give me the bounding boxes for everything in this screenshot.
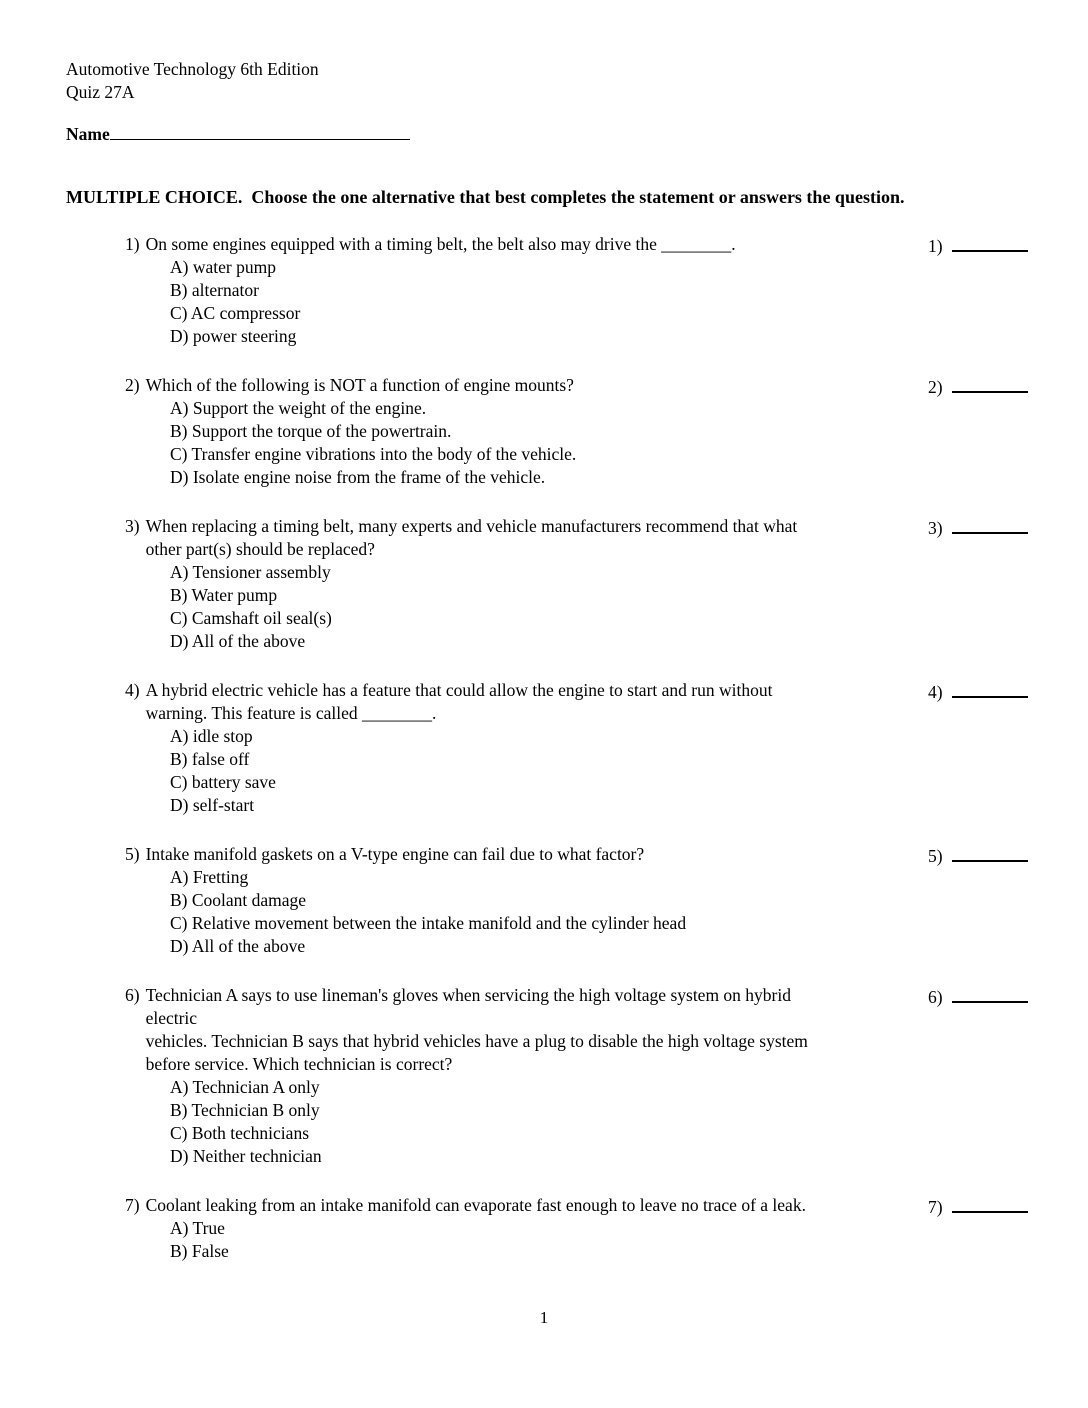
answer-area — [928, 515, 1028, 540]
question-option: A) Technician A only — [170, 1077, 320, 1097]
question-option: D) power steering — [170, 326, 297, 346]
question-stem — [125, 515, 928, 561]
question-option: B) alternator — [170, 280, 259, 300]
question-options — [170, 725, 928, 817]
question-stem — [125, 1194, 928, 1217]
question-stem-line: Coolant leaking from an intake manifold can evaporate fast enough to leave no trace of a leak. — [145, 1195, 806, 1215]
name-label: Name — [66, 124, 110, 144]
question-stem-line: When replacing a timing belt, many experts and vehicle manufacturers recommend that what — [145, 516, 798, 536]
question-stem-line: Technician A says to use lineman's gloves when servicing the high voltage system on hybrid — [145, 985, 792, 1005]
question-option: C) battery save — [170, 772, 276, 792]
question-stem-lines — [146, 679, 928, 725]
question-main — [125, 679, 928, 817]
question-option: C) AC compressor — [170, 303, 301, 323]
question-stem-line: vehicles. Technician B says that hybrid vehicles have a plug to disable the high voltage system — [145, 1031, 808, 1051]
answer-number: 1) — [928, 236, 943, 256]
question-number: 4) — [125, 680, 140, 700]
question-option: D) All of the above — [170, 936, 306, 956]
question-option: C) Both technicians — [170, 1123, 310, 1143]
question-stem — [125, 984, 928, 1076]
question-stem-lines — [146, 515, 928, 561]
answer-area — [928, 984, 1028, 1009]
question-number: 2) — [125, 375, 140, 395]
question-options — [170, 1076, 928, 1168]
answer-area — [928, 374, 1028, 399]
question-option: B) Coolant damage — [170, 890, 307, 910]
question — [125, 679, 1028, 817]
answer-blank-line — [952, 1194, 1028, 1213]
question-option: A) True — [170, 1218, 225, 1238]
question-option: C) Camshaft oil seal(s) — [170, 608, 332, 628]
question — [125, 1194, 1028, 1263]
question — [125, 233, 1028, 348]
answer-blank-line — [952, 984, 1028, 1003]
answer-blank-line — [952, 233, 1028, 252]
question-stem-line: Which of the following is NOT a function of engine mounts? — [145, 375, 574, 395]
question-number: 7) — [125, 1195, 140, 1215]
question-option: A) water pump — [170, 257, 276, 277]
question-stem-line: electric — [145, 1008, 198, 1028]
question — [125, 515, 1028, 653]
question-option: A) Fretting — [170, 867, 249, 887]
question-main — [125, 515, 928, 653]
answer-area — [928, 843, 1028, 868]
question-option: D) All of the above — [170, 631, 306, 651]
name-blank-line — [110, 120, 410, 140]
question-option: B) false off — [170, 749, 250, 769]
question — [125, 984, 1028, 1168]
question-option: D) Isolate engine noise from the frame of the vehicle. — [170, 467, 546, 487]
answer-number: 7) — [928, 1197, 943, 1217]
question-number: 3) — [125, 516, 140, 536]
question-options — [170, 256, 928, 348]
answer-area — [928, 1194, 1028, 1219]
question-option: B) Support the torque of the powertrain. — [170, 421, 452, 441]
question-stem — [125, 679, 928, 725]
question-stem-lines — [146, 984, 928, 1076]
question-number: 6) — [125, 985, 140, 1005]
answer-blank-line — [952, 515, 1028, 534]
question-stem-line: other part(s) should be replaced? — [145, 539, 375, 559]
question-stem-line: Intake manifold gaskets on a V-type engine can fail due to what factor? — [145, 844, 645, 864]
answer-number: 5) — [928, 846, 943, 866]
question-main — [125, 984, 928, 1168]
questions-list — [125, 233, 1028, 1263]
answer-number: 4) — [928, 682, 943, 702]
question-stem — [125, 843, 928, 866]
answer-area — [928, 233, 1028, 258]
question-option: B) Technician B only — [170, 1100, 320, 1120]
question-stem — [125, 233, 928, 256]
answer-blank-line — [952, 374, 1028, 393]
page-number: 1 — [539, 1308, 549, 1327]
answer-blank-line — [952, 679, 1028, 698]
question-stem-lines — [146, 843, 928, 866]
question-option: D) Neither technician — [170, 1146, 322, 1166]
question-options — [170, 866, 928, 958]
question-main — [125, 374, 928, 489]
question-stem — [125, 374, 928, 397]
question-option: A) Support the weight of the engine. — [170, 398, 427, 418]
quiz-number: Quiz 27A — [66, 82, 135, 102]
question-main — [125, 1194, 928, 1263]
question — [125, 374, 1028, 489]
question-options — [170, 1217, 928, 1263]
question-stem-line: A hybrid electric vehicle has a feature that could allow the engine to start and run without — [145, 680, 773, 700]
name-row — [66, 120, 1028, 146]
question-option: B) Water pump — [170, 585, 278, 605]
question-number: 5) — [125, 844, 140, 864]
question-option: C) Relative movement between the intake manifold and the cylinder head — [170, 913, 687, 933]
question-stem-line: On some engines equipped with a timing belt, the belt also may drive the ________. — [145, 234, 736, 254]
question-number: 1) — [125, 234, 140, 254]
question-stem-lines — [146, 374, 928, 397]
question-option: A) Tensioner assembly — [170, 562, 331, 582]
question-options — [170, 397, 928, 489]
question-option: B) False — [170, 1241, 229, 1261]
answer-number: 2) — [928, 377, 943, 397]
question-main — [125, 233, 928, 348]
question-stem-lines — [146, 1194, 928, 1217]
question-options — [170, 561, 928, 653]
answer-number: 3) — [928, 518, 943, 538]
question-main — [125, 843, 928, 958]
question-option: A) idle stop — [170, 726, 253, 746]
document-title: Automotive Technology 6th Edition — [66, 59, 319, 79]
answer-area — [928, 679, 1028, 704]
instructions: MULTIPLE CHOICE. Choose the one alternative that best completes the statement or answers the question. — [66, 187, 905, 207]
question-stem-line: before service. Which technician is correct? — [145, 1054, 453, 1074]
answer-blank-line — [952, 843, 1028, 862]
question-stem-lines — [146, 233, 928, 256]
question-option: D) self-start — [170, 795, 255, 815]
question-option: C) Transfer engine vibrations into the body of the vehicle. — [170, 444, 577, 464]
question-stem-line: warning. This feature is called ________. — [145, 703, 437, 723]
answer-number: 6) — [928, 987, 943, 1007]
question — [125, 843, 1028, 958]
